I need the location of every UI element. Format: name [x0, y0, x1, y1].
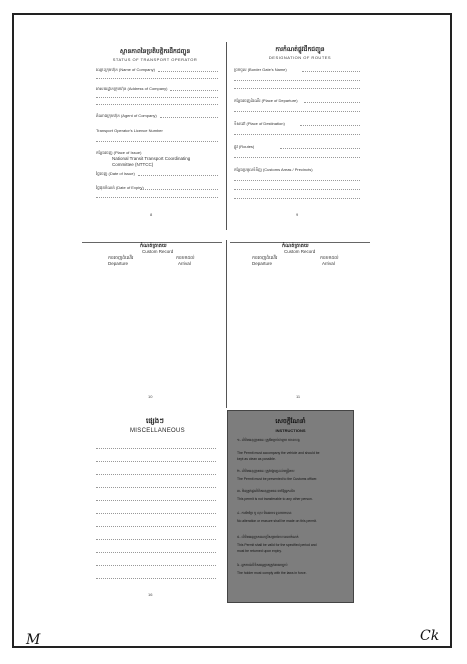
designation-dots: [234, 88, 360, 89]
misc-dots: [96, 565, 216, 566]
page-number: 9: [296, 212, 299, 217]
status-field-address: អាសយដ្ឋានក្រុមហ៊ុន (Address of Company): [96, 86, 168, 91]
instruction-line: ៥- លិខិតអនុញ្ញាតនេះប្រើសម្រាប់រយៈពេលកំណត់: [237, 535, 299, 539]
custom-record-title-km: កំណត់ត្រាគយ: [282, 243, 309, 249]
misc-title-en: MISCELLANEOUS: [130, 428, 185, 434]
designation-title-km: ការកំណត់ផ្លូវដឹកជញ្ជូន: [275, 47, 325, 53]
instruction-line: This Permit shall be valid for the specified period and: [237, 543, 317, 547]
instruction-line: No alteration or erasure shall be made on this permit.: [237, 519, 317, 523]
status-field-date-of-expiry: ថ្ងៃផុតកំណត់ (Date of Expiry): [96, 185, 144, 190]
instruction-line: The Permit must be presented to the Customs officer.: [237, 477, 318, 481]
designation-dots: [234, 180, 360, 181]
custom-record-title-km: កំណត់ត្រាគយ: [140, 243, 167, 249]
status-dots: [96, 141, 218, 142]
designation-dots: [280, 148, 360, 149]
arrival-label-en: Arrival: [322, 261, 335, 266]
custom-record-title-en: Custom Record: [142, 249, 174, 254]
instruction-line: The holder must comply with the laws in force.: [237, 571, 307, 575]
designation-dots: [302, 71, 360, 72]
status-dots: [96, 197, 218, 198]
instruction-line: ២- លិខិតអនុញ្ញាតនេះ ត្រូវបង្ហាញដល់មន្ត្រីគយ: [237, 469, 295, 473]
instruction-line: The Permit must accompany the vehicle and should be: [237, 451, 320, 455]
misc-dots: [96, 474, 216, 475]
designation-dots: [300, 125, 360, 126]
designation-dots: [234, 189, 360, 190]
misc-dots: [96, 448, 216, 449]
status-dots: [96, 97, 218, 98]
misc-dots: [96, 552, 216, 553]
misc-title-km: ផ្សេងៗ: [146, 418, 164, 425]
departure-label-en: Departure: [252, 261, 273, 266]
instruction-line: ៣- មិនត្រូវផ្ទេរលិខិតអនុញ្ញាតនេះទៅឱ្យអ្នកដទៃ: [237, 489, 295, 493]
status-field-nttcc: National Transit Transport Coordinating: [112, 156, 191, 161]
status-title-km: ស្ថានភាពនៃប្រតិបត្តិករដឹកជញ្ជូន: [119, 49, 191, 55]
designation-field-destination: ទិសដៅ (Place of Destination): [234, 121, 285, 126]
status-dots: [160, 117, 218, 118]
designation-dots: [234, 111, 360, 112]
status-dots: [96, 104, 218, 105]
custom-record-title-en: Custom Record: [284, 249, 316, 254]
misc-dots: [96, 539, 216, 540]
instruction-line: ៦- អ្នកកាន់លិខិតអនុញ្ញាតត្រូវគោរពច្បាប់: [237, 563, 288, 567]
page-number: 11: [296, 394, 301, 399]
instructions-title-en: INSTRUCTIONS: [275, 428, 306, 433]
status-field-agent: តំណាងក្រុមហ៊ុន (Agent of Company): [96, 113, 157, 118]
designation-dots: [234, 198, 360, 199]
vertical-divider-top: [226, 42, 227, 230]
designation-dots: [234, 80, 360, 81]
designation-field-routes: ផ្លូវ (Routes): [234, 144, 255, 149]
designation-field-departure: កន្លែងចេញដំណើរ (Place of Departure): [234, 98, 298, 103]
misc-dots: [96, 526, 216, 527]
designation-title-en: DESIGNATION OF ROUTES: [268, 55, 332, 60]
designation-dots: [304, 102, 360, 103]
misc-dots: [96, 513, 216, 514]
status-field-date-of-issue: ថ្ងៃចេញ (Date of Issue): [96, 171, 135, 176]
designation-field-border-gate: ច្រកចូល (Border Gate's Name): [234, 67, 287, 72]
departure-label-km: ការចេញដំណើរ: [108, 255, 134, 260]
arrival-label-en: Arrival: [178, 261, 191, 266]
arrival-label-km: ការមកដល់: [176, 255, 195, 260]
designation-field-customs-areas: កន្លែងប្រមូលទំនិញ (Customs Areas / Precincts): [234, 167, 313, 172]
instruction-line: ១- លិខិតអនុញ្ញាតនេះ ត្រូវតែភ្ជាប់ជាមួយ យានយន្ត: [237, 438, 300, 442]
page-number: 16: [148, 592, 153, 597]
misc-dots: [96, 487, 216, 488]
instructions-title-km: សេចក្តីណែនាំ: [275, 419, 306, 425]
designation-dots: [234, 134, 360, 135]
page-number: 8: [150, 212, 153, 217]
departure-label-km: ការចេញដំណើរ: [252, 255, 278, 260]
misc-dots: [96, 461, 216, 462]
vertical-divider-middle: [226, 240, 227, 408]
status-dots: [158, 71, 218, 72]
status-field-place-of-issue: កន្លែងចេញ (Place of Issue): [96, 150, 142, 155]
designation-dots: [234, 157, 360, 158]
instruction-line: ៤- ការកែប្រែ ឬ លុប មិនអាចទទួលយកបាន: [237, 511, 292, 515]
status-title-en: STATUS OF TRANSPORT OPERATOR: [112, 57, 198, 62]
page-number: 10: [148, 394, 153, 399]
instructions-panel: [227, 410, 354, 603]
status-dots: [140, 189, 218, 190]
status-dots: [96, 78, 218, 79]
status-dots: [170, 90, 218, 91]
status-field-licence-km: Transport Operator's Licence Number: [96, 128, 163, 133]
signature-right: Ck: [420, 628, 440, 644]
misc-dots: [96, 500, 216, 501]
instruction-line: must be returned upon expiry.: [237, 549, 282, 553]
status-field-company: ឈ្មោះក្រុមហ៊ុន (Name of Company): [96, 67, 155, 72]
status-field-nttcc-committee: Committee (NTTCC): [112, 162, 154, 167]
signature-left: M: [26, 632, 41, 648]
misc-dots: [96, 578, 216, 579]
arrival-label-km: ការមកដល់: [320, 255, 339, 260]
departure-label-en: Departure: [108, 261, 129, 266]
instruction-line: kept as clean as possible.: [237, 457, 276, 461]
status-dots: [138, 175, 218, 176]
instruction-line: This permit is not transferable to any other person.: [237, 497, 313, 501]
